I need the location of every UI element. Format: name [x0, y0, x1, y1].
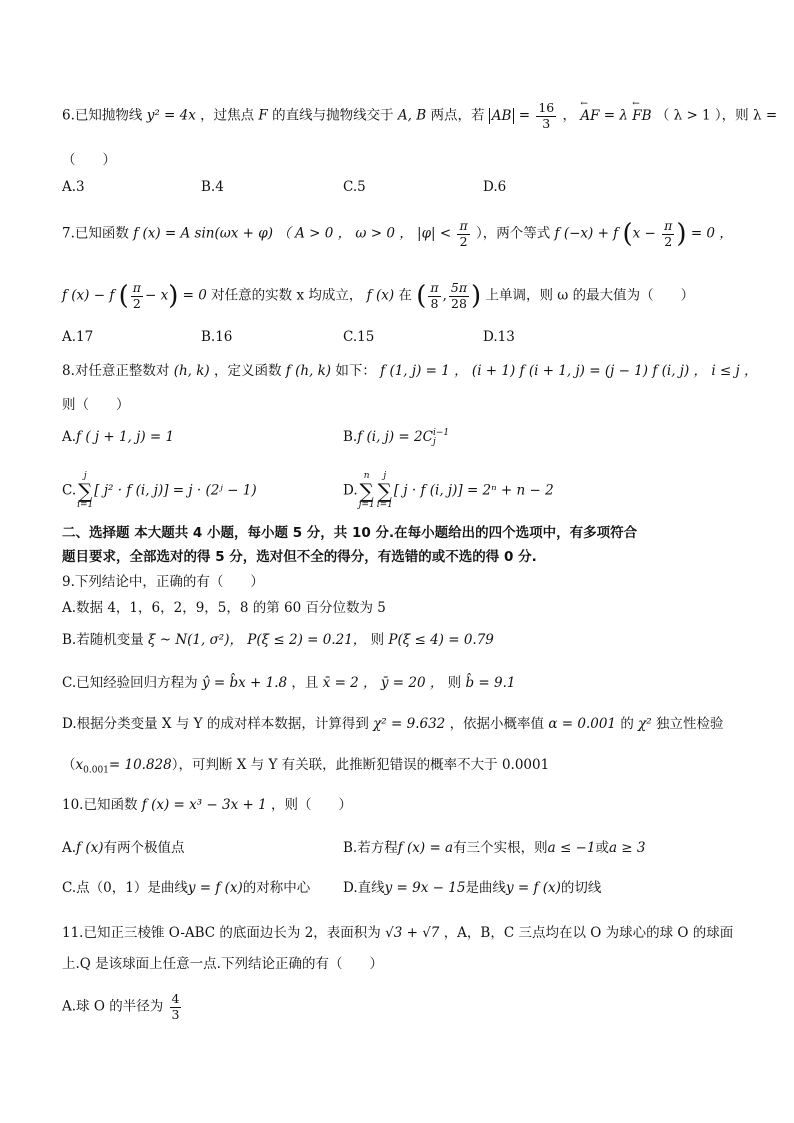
q8-option-d: D. n ∑ j=1 j ∑ i=1 [ j · f (i, j)] = 2ⁿ + n − 2: [343, 471, 554, 510]
q7-eq2: = 0: [182, 287, 207, 304]
q9-option-d: D.根据分类变量 X 与 Y 的成对样本数据，计算得到 χ² = 9.632 ，依据小概率值 α = 0.001 的 χ² 独立性检验: [62, 716, 724, 732]
q7-frac-pi-2c: $\frac{\pi}{2}$: [132, 280, 141, 311]
q7-interval-right: $\frac{5\pi}{28}$: [450, 280, 468, 311]
q6-answer-paren: （ ）: [62, 152, 116, 168]
q10-option-a: A.f (x)有两个极值点: [62, 840, 185, 856]
q8-sum-d2: j ∑ i=1: [376, 471, 393, 510]
q7-option-a: A.17: [62, 329, 94, 345]
q8-base: f (1, j) = 1 ，: [380, 363, 468, 379]
q8-text: 8.对任意正整数对: [62, 363, 170, 379]
q7-eq2: f (x) − f: [62, 287, 115, 304]
q11-frac-4-3: $\frac{4}{3}$: [171, 991, 180, 1022]
q7-text: ），两个等式: [475, 225, 551, 242]
question-8-stem: [62, 361, 758, 381]
q7-eq2: − x: [145, 287, 169, 304]
q6-parabola-eq: y² = 4x: [146, 107, 196, 124]
q6-abs-ab: AB: [489, 108, 515, 124]
q7-function: f (x) = A sin(ωx + φ): [133, 225, 273, 242]
q7-option-b: B.16: [201, 329, 233, 345]
q6-option-a: A.3: [62, 179, 85, 195]
q8-text: ，定义函数: [213, 363, 282, 379]
q8-recurrence: (i + 1) f (i + 1, j) = (j − 1) f (i, j) ，: [471, 363, 708, 379]
q6-text: 两点，若: [430, 107, 485, 124]
q7-text: 上单调，则 ω 的最大值为（ ）: [485, 287, 695, 304]
q6-vector-af: ← AF: [580, 106, 599, 126]
q9-option-a: A.数据 4，1，6，2，9，5，8 的第 60 百分位数为 5: [62, 600, 386, 616]
q6-text: 的直线与抛物线交于: [272, 107, 394, 124]
q7-frac-pi-2b: $\frac{\pi}{2}$: [664, 218, 673, 249]
q7-text: 对任意的实数 x 均成立，: [211, 287, 363, 304]
q8-sum-d1: n ∑ j=1: [358, 471, 375, 510]
q7-eq1: x −: [632, 225, 656, 242]
q7-text: 在: [398, 287, 412, 304]
q9-stem: 9.下列结论中，正确的有（ ）: [62, 574, 264, 590]
q10-option-b: B.若方程f (x) = a有三个实根，则a ≤ −1或a ≥ 3: [343, 840, 646, 856]
q11-stem-line1: 11.已知正三棱锥 O-ABC 的底面边长为 2，表面积为 √3 + √7 ，A，B，C 三点均在以 O 为球心的球 O 的球面: [62, 925, 734, 941]
question-7-stem: 7.已知函数 f (x) = A sin(ωx + φ) （ A > 0 ， ω > 0 ， |φ| < $\frac{\pi}{2}$ ），两个等式 f (−x) + f (x − $\frac{\pi}{2}$ ) = 0 ，: [62, 218, 733, 249]
q10-stem: 10.已知函数 f (x) = x³ − 3x + 1 ，则（ ）: [62, 797, 353, 813]
q6-vector-fb: ← FB: [632, 106, 651, 126]
q6-focus: F: [258, 107, 268, 124]
q7-fx: f (x): [366, 287, 395, 304]
q8-then: 则（ ）: [62, 397, 130, 413]
question-7-line2: f (x) − f ( $\frac{\pi}{2}$ − x) = 0 对任意的实数 x 均成立， f (x) 在 ( $\frac{\pi}{8}$ , $\frac{5\pi}{28}$ ) 上单调，则 ω 的最大值为（ ）: [62, 280, 695, 311]
q8-sum-c: j ∑ i=1: [77, 471, 94, 510]
q7-cond: |φ| <: [417, 225, 452, 242]
q8-text: 如下：: [335, 363, 376, 379]
q6-fraction: $\frac{16}{3}$: [538, 100, 555, 131]
q11-option-a: A.球 O 的半径为 $\frac{4}{3}$: [62, 991, 180, 1022]
q7-cond: ω > 0 ，: [355, 225, 413, 242]
q6-points: A, B: [397, 107, 427, 124]
q6-option-b: B.4: [201, 179, 224, 195]
q7-cond: （ A > 0 ，: [277, 225, 352, 242]
q9-option-c: C.已知经验回归方程为 ŷ = b̂x + 1.8 ，且 x̄ = 2 ， ȳ = 20 ， 则 b̂ = 9.1: [62, 675, 516, 691]
q10-option-d: D.直线y = 9x − 15是曲线y = f (x)的切线: [343, 880, 602, 896]
q8-option-c: C. j ∑ i=1 [ j² · f (i, j)] = j · (2ʲ − 1): [62, 471, 257, 510]
q10-option-c: C.点（0，1）是曲线y = f (x)的对称中心: [62, 880, 311, 896]
q6-text: 6.已知抛物线: [62, 107, 143, 124]
q6-text: ，过焦点: [200, 107, 255, 124]
q8-function: f (h, k): [285, 363, 332, 379]
q6-condition: （ λ > 1 ），则 λ =: [655, 107, 778, 124]
q8-option-a: A.f ( j + 1, j) = 1: [62, 429, 175, 445]
section-2-heading-line1: 二、选择题 本大题共 4 小题，每小题 5 分，共 10 分.在每小题给出的四个选项中，有多项符合: [62, 525, 638, 541]
q7-eq1: = 0 ，: [690, 225, 733, 242]
q7-eq1: f (−x) + f: [554, 225, 619, 242]
q7-frac-pi-2: $\frac{\pi}{2}$: [459, 218, 468, 249]
q6-option-d: D.6: [483, 179, 507, 195]
q11-stem-line2: 上.Q 是该球面上任意一点.下列结论正确的有（ ）: [62, 956, 383, 972]
q8-cond: i ≤ j ，: [711, 363, 758, 379]
q8-option-b: B.f (i, j) = 2C i−1 j: [343, 428, 450, 447]
q9-option-b: B.若随机变量 ξ ~ N(1, σ²)， P(ξ ≤ 2) = 0.21， 则 P(ξ ≤ 4) = 0.79: [62, 632, 494, 648]
q8-pair: (h, k): [173, 363, 210, 379]
q7-option-c: C.15: [343, 329, 375, 345]
q9-option-d-line2: $(x_{0.001}= 10.828)$，可判断 X 与 Y 有关联，此推断犯错误的概率不大于 0.0001: [62, 757, 550, 776]
q7-text: 7.已知函数: [62, 225, 129, 242]
section-2-heading-line2: 题目要求，全部选对的得 5 分，选对但不全的得分，有选错的或不选的得 0 分.: [62, 549, 537, 565]
question-6-stem: 6.已知抛物线 y² = 4x ，过焦点 F 的直线与抛物线交于 A, B 两点，若 AB = $\frac{16}{3}$ ， ← AF = λ ← FB （ λ > 1 ），则 λ =: [62, 102, 777, 130]
q6-lambda: = λ: [603, 107, 628, 124]
q7-interval-left: $\frac{\pi}{8}$: [430, 280, 439, 311]
q7-option-d: D.13: [483, 329, 515, 345]
q6-option-c: C.5: [343, 179, 366, 195]
